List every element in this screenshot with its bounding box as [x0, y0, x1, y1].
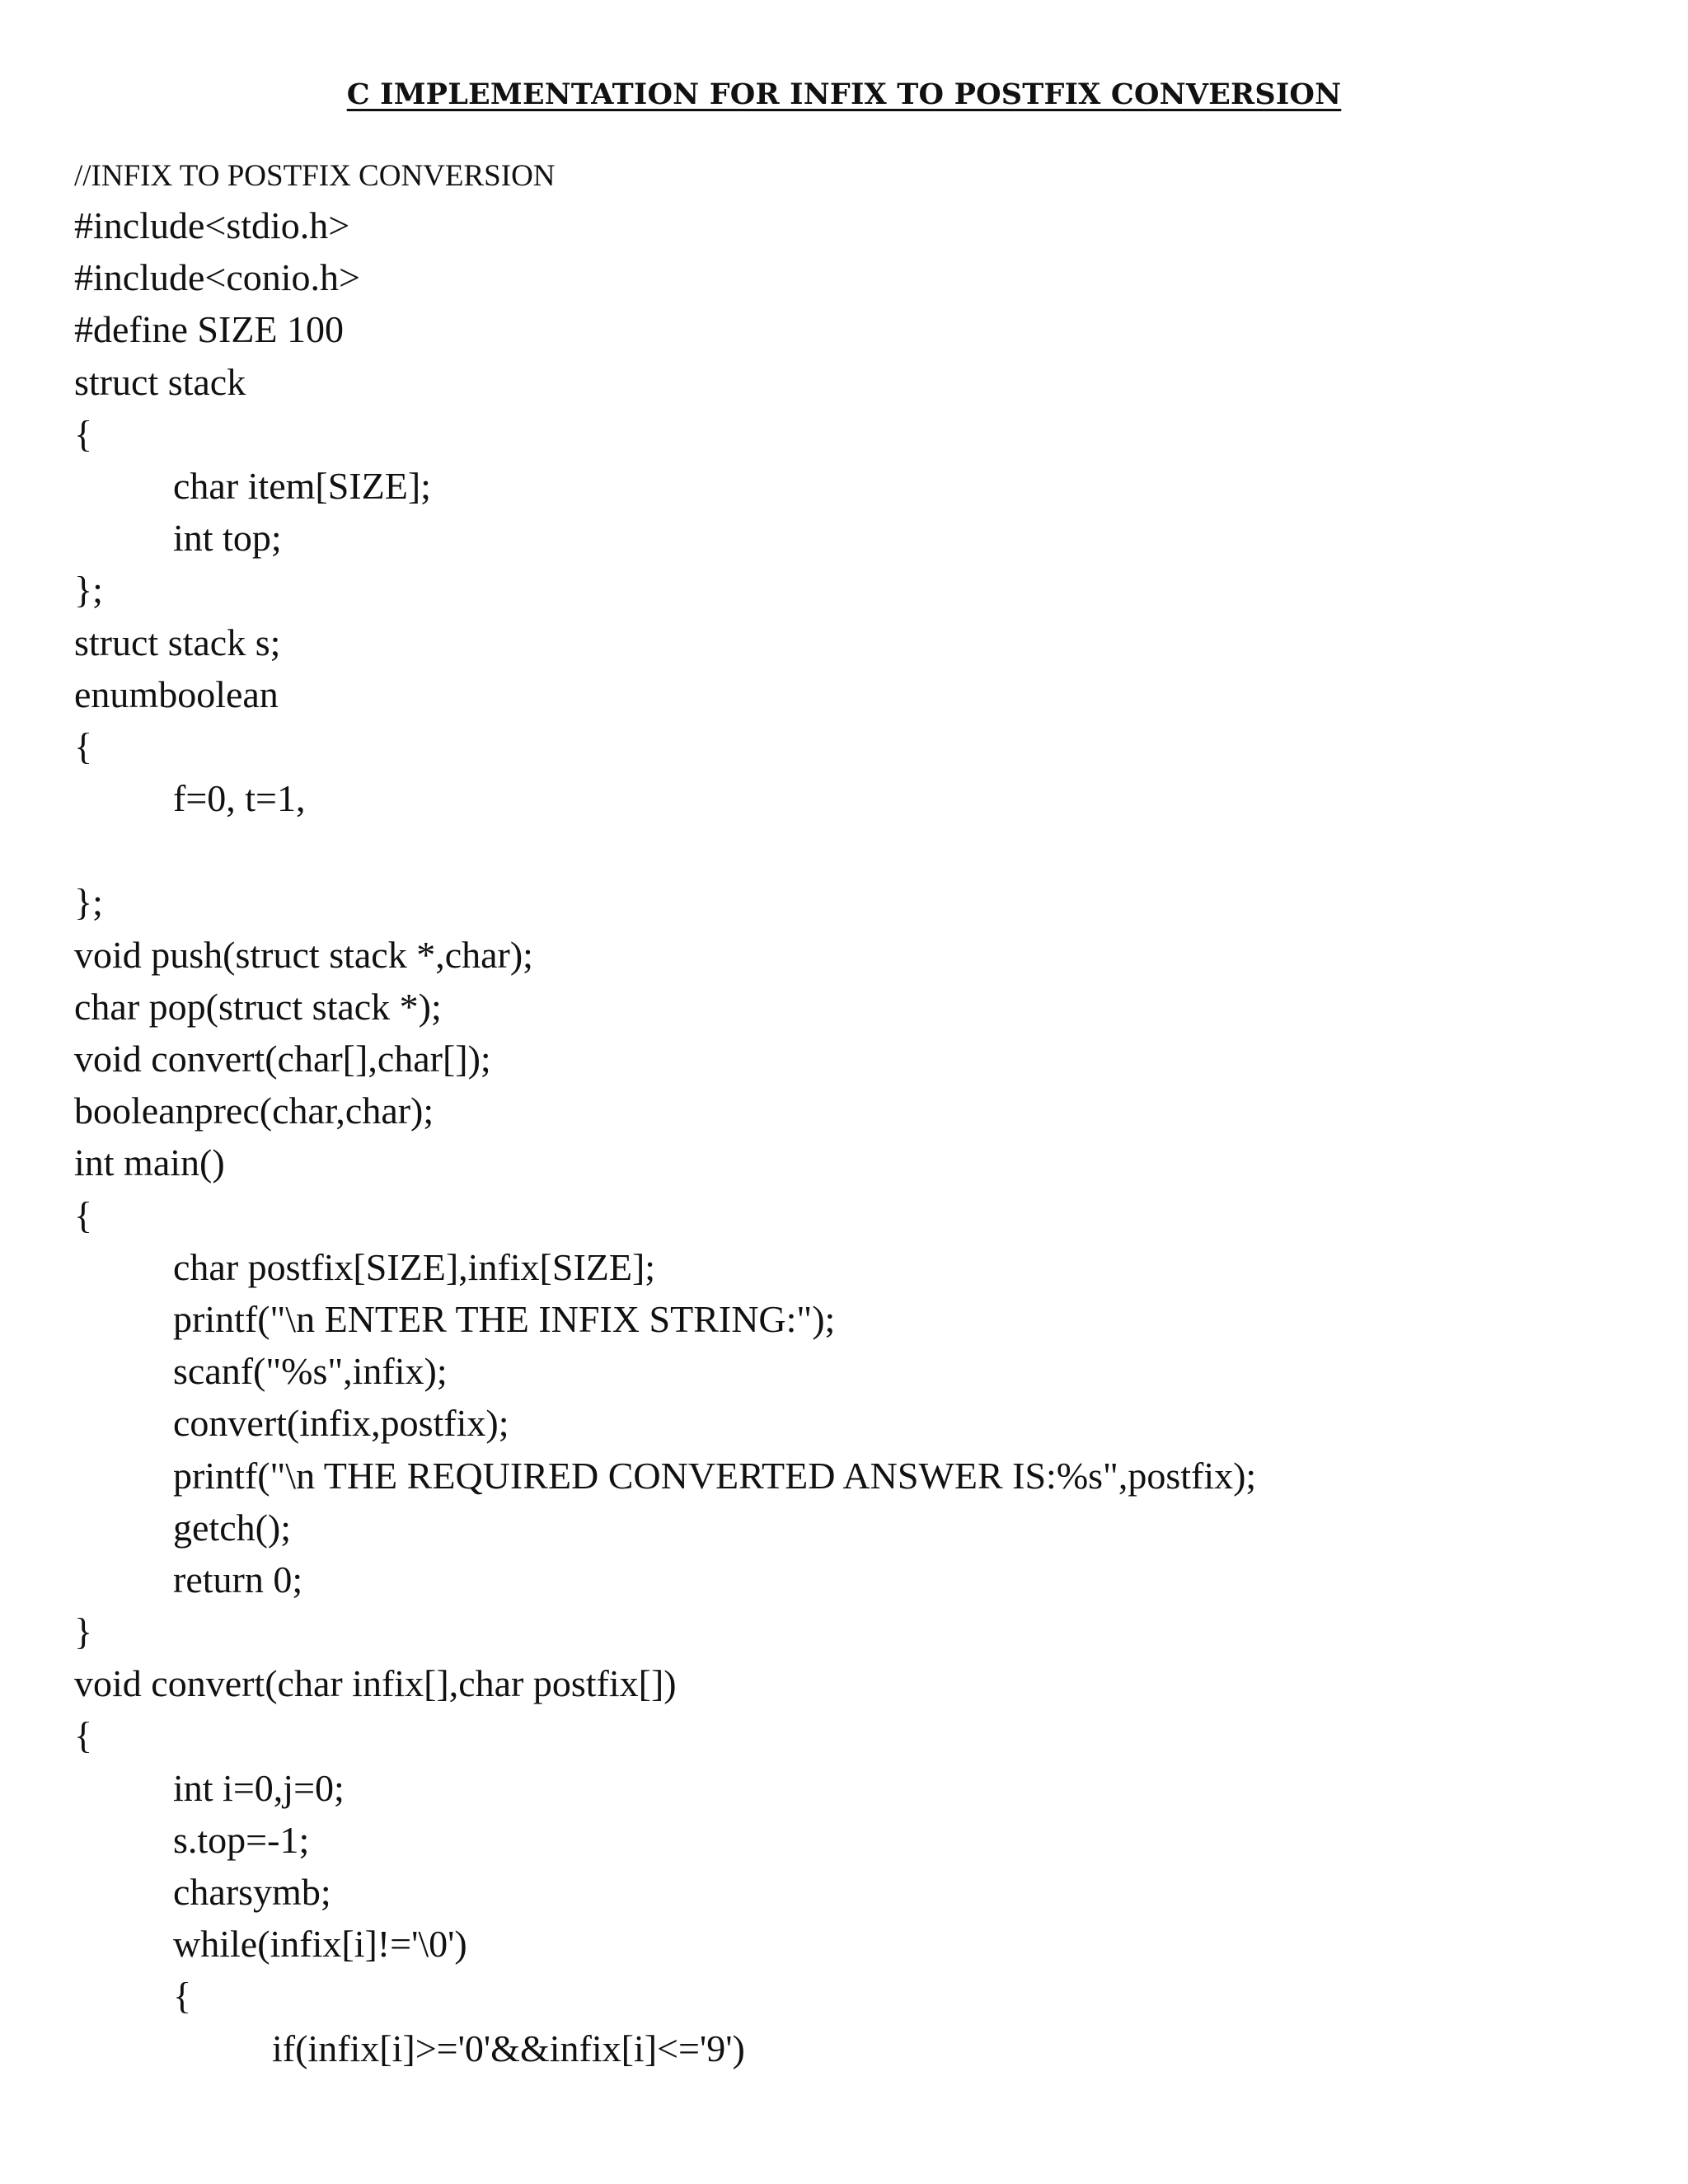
code-line: void push(struct stack *,char); [74, 933, 533, 976]
code-line: struct stack s; [74, 621, 281, 663]
code-line: s.top=-1; [173, 1818, 310, 1861]
code-line: scanf("%s",infix); [173, 1350, 448, 1393]
code-line: booleanprec(char,char); [74, 1090, 434, 1132]
document-title: C IMPLEMENTATION FOR INFIX TO POSTFIX CONVERSION [346, 77, 1342, 111]
code-line: { [74, 724, 93, 767]
code-line [74, 824, 1640, 876]
code-line: { [74, 1193, 93, 1236]
code-line: #define SIZE 100 [74, 308, 345, 351]
code-line: charsymb; [173, 1871, 331, 1913]
code-line: void convert(char[],char[]); [74, 1038, 491, 1080]
code-line: } [74, 1610, 93, 1653]
code-line: void convert(char infix[],char postfix[]) [74, 1662, 677, 1705]
code-line: #include<conio.h> [74, 256, 360, 299]
code-line: { [74, 1714, 93, 1757]
code-line: struct stack [74, 360, 246, 403]
code-line: return 0; [173, 1558, 303, 1601]
code-line: convert(infix,postfix); [173, 1402, 509, 1445]
code-line: int top; [173, 517, 282, 560]
code-line: printf("\n ENTER THE INFIX STRING:"); [173, 1297, 836, 1340]
code-line: printf("\n THE REQUIRED CONVERTED ANSWER IS:%s",postfix); [173, 1454, 1257, 1497]
code-listing [74, 153, 1640, 2074]
code-comment-line: //INFIX TO POSTFIX CONVERSION [74, 159, 556, 193]
code-line: if(infix[i]>='0'&&infix[i]<='9') [272, 2027, 745, 2069]
code-line: int i=0,j=0; [173, 1766, 345, 1809]
code-line: }; [74, 881, 103, 924]
code-line: getch(); [173, 1506, 292, 1549]
code-line: { [173, 1975, 192, 2018]
code-line: while(infix[i]!='\0') [173, 1923, 467, 1966]
code-line: int main() [74, 1141, 225, 1184]
code-line: char pop(struct stack *); [74, 985, 442, 1028]
code-line: char item[SIZE]; [173, 464, 431, 507]
code-line: f=0, t=1, [173, 777, 306, 820]
code-line: #include<stdio.h> [74, 204, 350, 246]
code-line: }; [74, 569, 103, 612]
code-line: char postfix[SIZE],infix[SIZE]; [173, 1245, 656, 1288]
code-line: { [74, 412, 93, 455]
code-line: enumboolean [74, 673, 279, 715]
